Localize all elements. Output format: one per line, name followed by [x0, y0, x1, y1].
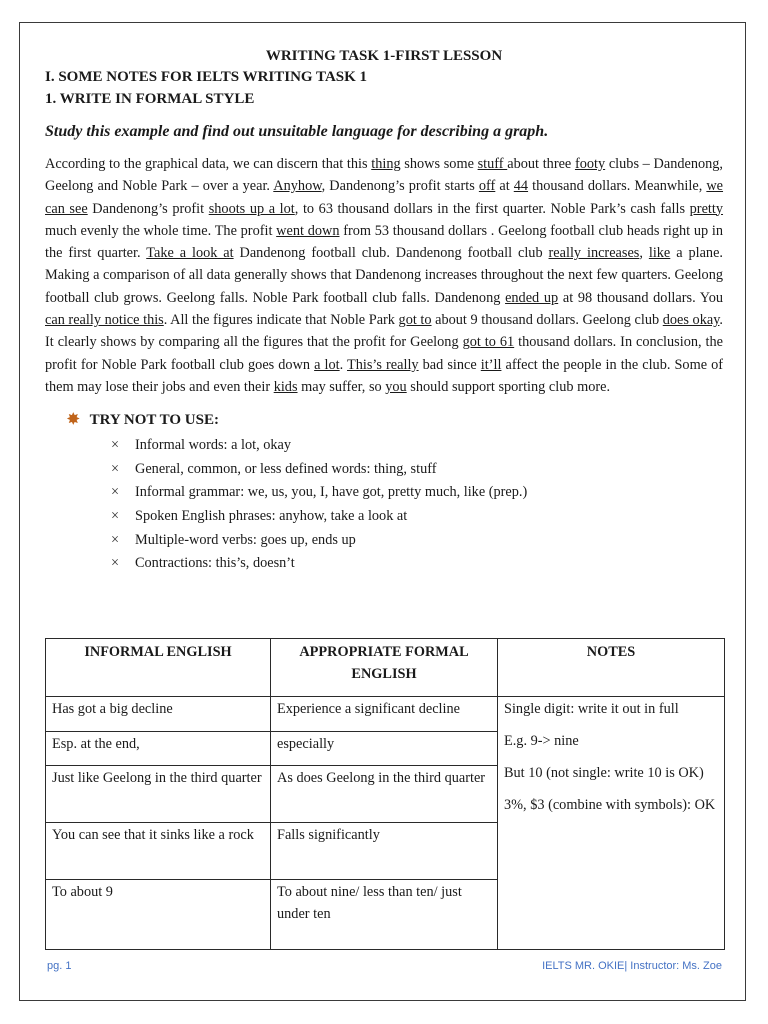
paragraph-text: , Dandenong’s profit starts — [321, 178, 479, 195]
list-item: × Contractions: this’s, doesn’t — [111, 552, 723, 576]
list-item: × General, common, or less defined words: thing, stuff — [111, 458, 723, 482]
underlined-informal-phrase: This’s really — [347, 356, 419, 373]
formal-cell: Falls significantly — [271, 823, 498, 880]
header-formal: APPROPRIATE FORMAL ENGLISH — [271, 639, 498, 697]
paragraph-text: . All the figures indicate that Noble Park — [163, 312, 399, 329]
informal-cell: Has got a big decline — [46, 697, 271, 732]
list-item: × Informal words: a lot, okay — [111, 434, 723, 458]
underlined-informal-phrase: footy — [574, 156, 606, 172]
instruction-text: Study this example and find out unsuitable language for describing a graph. — [45, 123, 549, 140]
underlined-informal-phrase: kids — [273, 378, 298, 395]
try-heading-label: TRY NOT TO USE: — [89, 412, 219, 429]
paragraph-text: at 98 thousand dollars. You — [558, 289, 723, 306]
list-item: × Spoken English phrases: anyhow, take a look at — [111, 505, 723, 529]
try-not-to-use-heading — [67, 410, 723, 430]
notes-cell — [498, 697, 725, 950]
paragraph-text: affect the people in the club. Some of them may lose their jobs and even their — [45, 356, 724, 395]
paragraph-text: . It clearly shows by comparing all the figures that the profit for Geelong — [45, 312, 723, 351]
underlined-informal-phrase: we can see — [45, 178, 724, 217]
paragraph-text: thousand dollars. In conclusion, the profit for Noble Park football club goes down — [45, 334, 724, 373]
underlined-informal-phrase: off — [478, 178, 496, 195]
table-row — [46, 697, 725, 732]
document-title: WRITING TASK 1-FIRST LESSON — [265, 48, 503, 64]
underlined-informal-phrase: shoots up a lot — [208, 200, 295, 217]
note-line: 3%, $3 (combine with symbols): OK — [504, 797, 716, 813]
informal-cell: You can see that it sinks like a rock — [46, 823, 271, 880]
footer-credit: IELTS MR. OKIE| Instructor: Ms. Zoe — [542, 960, 722, 972]
formal-informal-table — [45, 638, 725, 950]
cross-bullet-icon: × — [111, 531, 120, 548]
paragraph-text: According to the graphical data, we can discern that this — [45, 156, 372, 172]
paragraph-text: should support sporting club more. — [406, 378, 611, 395]
underlined-informal-phrase: like — [648, 245, 671, 262]
formal-cell: To about nine/ less than ten/ just under ten — [271, 880, 498, 950]
starburst-bullet-icon: ✸ — [67, 412, 80, 429]
header-notes: NOTES — [498, 639, 725, 697]
cross-bullet-icon: × — [111, 437, 120, 454]
underlined-informal-phrase: really increases — [548, 245, 640, 262]
list-item: × Multiple-word verbs: goes up, ends up — [111, 529, 723, 553]
cross-bullet-icon: × — [111, 484, 120, 501]
underlined-informal-phrase: can really notice this — [45, 312, 164, 329]
underlined-informal-phrase: does okay — [662, 312, 720, 329]
formal-cell: As does Geelong in the third quarter — [271, 766, 498, 823]
paragraph-text: about 9 thousand dollars. Geelong club — [431, 312, 663, 329]
paragraph-text: Dandenong’s profit — [87, 200, 209, 217]
underlined-informal-phrase: thing — [371, 156, 401, 172]
rules-list — [45, 434, 723, 576]
formal-cell: especially — [271, 732, 498, 766]
underlined-informal-phrase: went down — [276, 222, 340, 239]
cross-bullet-icon: × — [111, 460, 120, 477]
underlined-informal-phrase: 44 — [513, 178, 529, 195]
subsection-heading: 1. WRITE IN FORMAL STYLE — [45, 91, 255, 107]
table-header-row — [46, 639, 725, 697]
paragraph-text: may suffer, so — [297, 378, 386, 395]
document-body — [45, 46, 723, 576]
paragraph-text: much evenly the whole time. The profit — [45, 222, 277, 239]
paragraph-text: . — [339, 356, 348, 373]
example-paragraph — [45, 153, 723, 398]
underlined-informal-phrase: you — [385, 378, 407, 395]
cross-bullet-icon: × — [111, 555, 120, 572]
underlined-informal-phrase: got to — [398, 312, 432, 329]
paragraph-text: a plane. Making a comparison of all data generally shows that Dandenong increases throughout the next few quarters. Geelong football club grows. Geelong falls. Noble Park football club falls. Dandenong — [45, 245, 723, 306]
underlined-informal-phrase: Anyhow — [273, 178, 322, 195]
paragraph-text: Dandenong football club. Dandenong football club — [233, 245, 549, 262]
note-line: Single digit: write it out in full — [504, 701, 679, 717]
underlined-informal-phrase: stuff — [477, 156, 508, 172]
paragraph-text: bad since — [418, 356, 481, 373]
informal-cell: To about 9 — [46, 880, 271, 950]
underlined-informal-phrase: Take a look at — [146, 245, 234, 262]
paragraph-text: at — [495, 178, 514, 195]
underlined-informal-phrase: pretty — [689, 200, 724, 217]
informal-cell: Just like Geelong in the third quarter — [46, 766, 271, 823]
cross-bullet-icon: × — [111, 508, 120, 525]
paragraph-text: shows some — [400, 156, 478, 172]
header-informal: INFORMAL ENGLISH — [46, 639, 271, 697]
underlined-informal-phrase: ended up — [505, 289, 559, 306]
note-line: E.g. 9-> nine — [504, 733, 579, 749]
underlined-informal-phrase: it’ll — [480, 356, 502, 373]
paragraph-text: clubs – Dandenong, Geelong and Noble Park – over a year. — [45, 156, 723, 195]
paragraph-text: , — [639, 245, 649, 262]
note-line: But 10 (not single: write 10 is OK) — [504, 765, 704, 781]
paragraph-text: from 53 thousand dollars . Geelong football club heads right up in the first quarter. — [45, 222, 724, 262]
paragraph-text: , to 63 thousand dollars in the first quarter. Noble Park’s cash falls — [294, 200, 690, 217]
underlined-informal-phrase: got to 61 — [462, 334, 515, 351]
paragraph-text: thousand dollars. Meanwhile, — [528, 178, 707, 195]
page-number: pg. 1 — [47, 960, 72, 972]
paragraph-text: about three — [507, 156, 575, 172]
underlined-informal-phrase: a lot — [314, 356, 340, 373]
list-item: × Informal grammar: we, us, you, I, have got, pretty much, like (prep.) — [111, 481, 723, 505]
informal-cell: Esp. at the end, — [46, 732, 271, 766]
formal-cell: Experience a significant decline — [271, 697, 498, 732]
section-heading: I. SOME NOTES FOR IELTS WRITING TASK 1 — [45, 69, 368, 85]
